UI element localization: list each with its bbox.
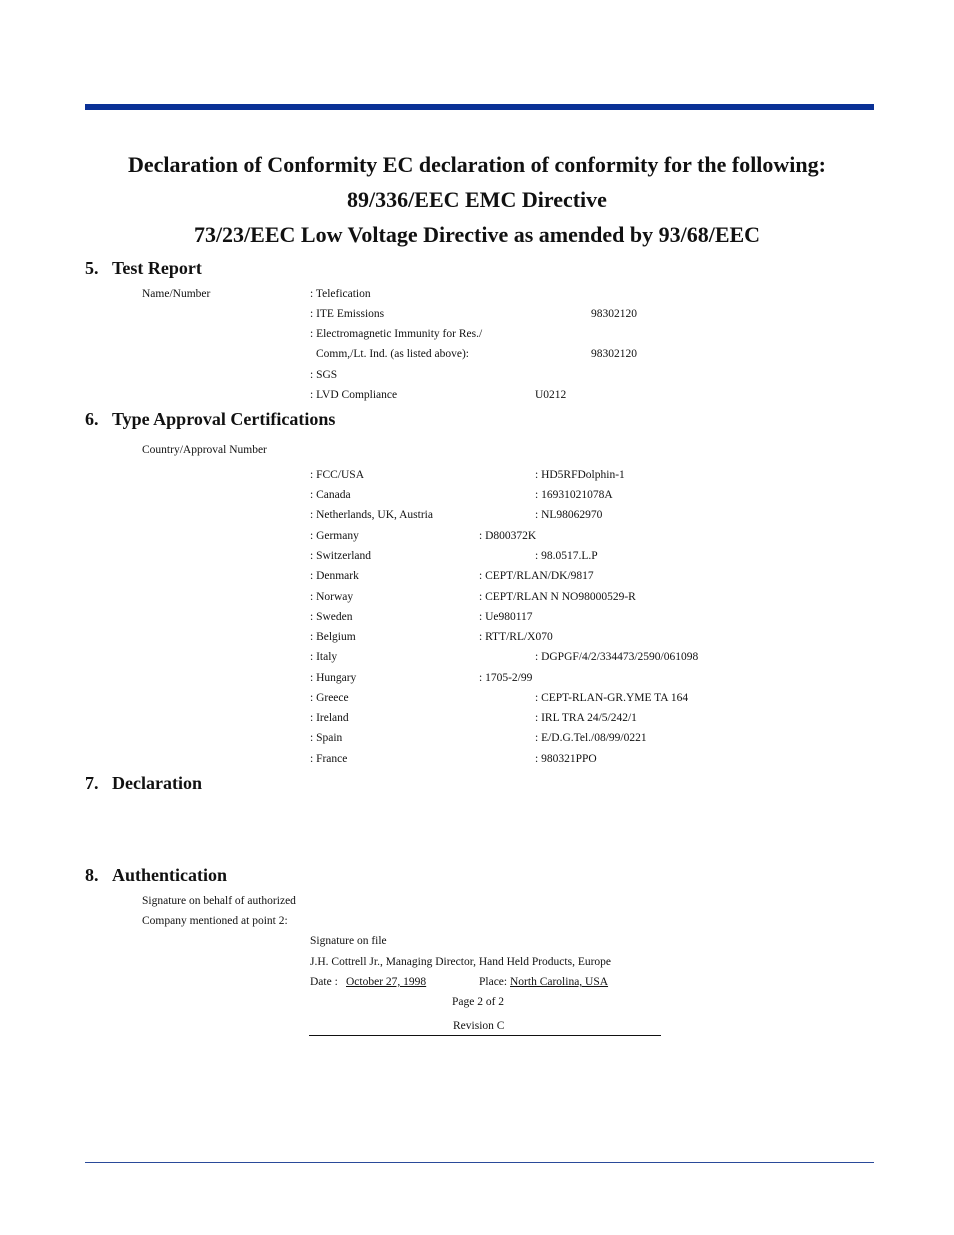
approval-country: : Italy [310,651,338,663]
doc-title: Declaration of Conformity EC declaration of conformity for the following: [128,152,826,177]
approval-number: : HD5RFDolphin-1 [535,469,625,481]
test-report-row-left: : ITE Emissions [310,308,385,320]
approval-country: : Germany [310,530,359,542]
footer-rule [85,1162,874,1163]
test-report-label: Name/Number [142,288,211,300]
place-value: North Carolina, USA [510,976,609,988]
approval-number: : 98.0517.L.P [535,550,598,562]
place-label: Place: [479,976,508,988]
approval-number: : D800372K [479,530,537,542]
test-report-row-left: : SGS [310,369,338,381]
test-report-row-left: : LVD Compliance [310,389,398,401]
approval-number: : NL98062970 [535,509,603,521]
approval-country: : Hungary [310,672,357,684]
test-report-row-right: U0212 [535,389,567,401]
test-report-row-left: Comm,/Lt. Ind. (as listed above): [316,348,469,360]
approval-country: : Denmark [310,570,359,582]
doc-subtitle-emc: 89/336/EEC EMC Directive [347,187,607,212]
section-number: 5. [85,258,99,278]
page-number: Page 2 of 2 [452,996,505,1008]
section-number: 8. [85,865,99,885]
approval-number: : Ue980117 [479,611,533,623]
approval-number: : CEPT/RLAN N NO98000529-R [479,591,636,603]
approval-country: : Sweden [310,611,353,623]
approval-country: : Ireland [310,712,349,724]
approval-country: : Spain [310,732,343,744]
test-report-row-right: 98302120 [591,308,637,320]
section-number: 7. [85,773,99,793]
approval-country: : Norway [310,591,354,603]
section-type-approval-heading [85,409,335,430]
approval-number: : CEPT/RLAN/DK/9817 [479,570,594,582]
revision: Revision C [453,1020,505,1032]
section-title: Authentication [112,865,228,885]
section-title: Test Report [112,258,202,278]
signature-rule [309,1035,661,1036]
auth-line-1: Signature on behalf of authorized [142,895,296,907]
signer-name: J.H. Cottrell Jr., Managing Director, Hand Held Products, Europe [310,956,612,968]
date-value: October 27, 1998 [346,976,427,988]
approval-number: : DGPGF/4/2/334473/2590/061098 [535,651,699,663]
header-rule [85,104,874,110]
approval-country: : FCC/USA [310,469,365,481]
approvals-label: Country/Approval Number [142,444,267,456]
section-declaration-heading [85,773,202,794]
section-title: Declaration [112,773,202,793]
approval-number: : 1705-2/99 [479,672,533,684]
auth-line-2: Company mentioned at point 2: [142,915,288,927]
section-title: Type Approval Certifications [112,409,336,429]
test-report-row-left: : Electromagnetic Immunity for Res./ [310,328,483,340]
test-report-row-left: : Telefication [310,288,371,300]
test-report-row-right: 98302120 [591,348,637,360]
section-authentication-heading [85,865,227,886]
approval-country: : Netherlands, UK, Austria [310,509,433,521]
approval-country: : Switzerland [310,550,371,562]
signature-text: Signature on file [310,935,387,947]
section-test-report-heading [85,258,202,279]
approval-number: : 980321PPO [535,753,597,765]
approval-number: : CEPT-RLAN-GR.YME TA 164 [535,692,689,704]
date-label: Date : [310,976,338,988]
approval-country: : Canada [310,489,351,501]
approval-country: : Belgium [310,631,356,643]
approval-country: : France [310,753,348,765]
approval-number: : IRL TRA 24/5/242/1 [535,712,637,724]
approval-number: : E/D.G.Tel./08/99/0221 [535,732,647,744]
approval-number: : 16931021078A [535,489,613,501]
approval-country: : Greece [310,692,349,704]
section-number: 6. [85,409,99,429]
approval-number: : RTT/RL/X070 [479,631,553,643]
doc-subtitle-lvd: 73/23/EEC Low Voltage Directive as amended by 93/68/EEC [193,222,761,247]
